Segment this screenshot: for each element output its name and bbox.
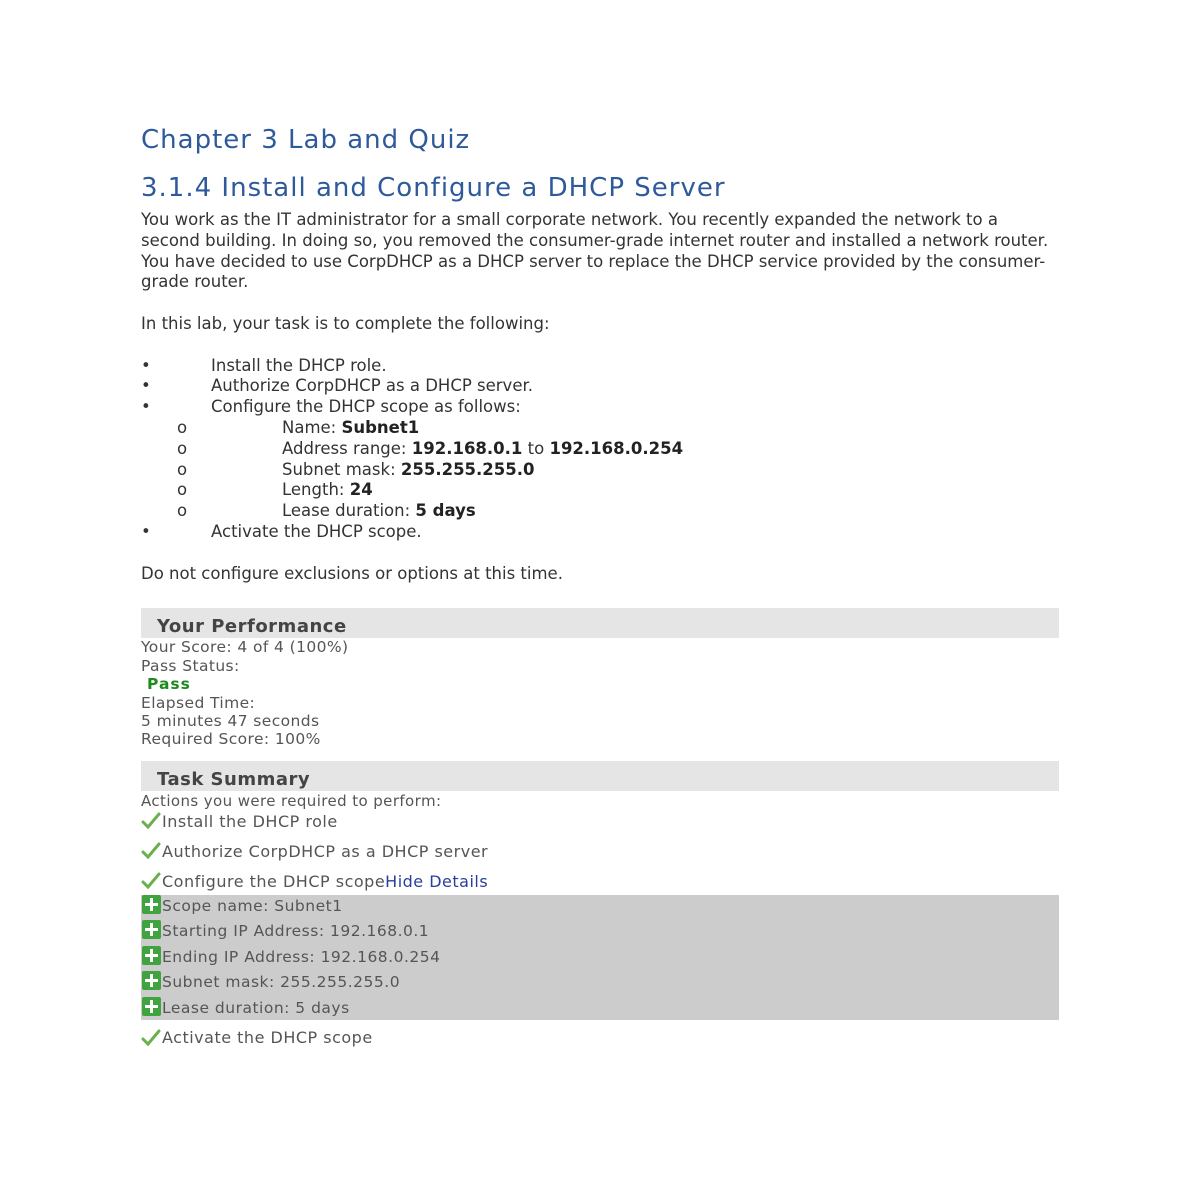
- detail-row: [141, 920, 1059, 946]
- checkmark-icon: [141, 841, 161, 861]
- detail-row: [141, 971, 1059, 997]
- details-panel: [141, 895, 1059, 1020]
- document-page: [141, 118, 1059, 1056]
- detail-row: [141, 895, 1059, 921]
- value: 255.255.255.0: [400, 459, 535, 479]
- intro-paragraph: You work as the IT administrator for a small corporate network. You recently expanded the network to a second building. In doing so, you removed the consumer-grade internet router and installed a network router. You have decided to use CorpDHCP as a DHCP server to replace the DHCP service provided by the consumer-grade router.: [141, 210, 1049, 292]
- task-list-continued: [141, 522, 1059, 543]
- circle-bullet-icon: o: [177, 438, 188, 458]
- task-text: Install the DHCP role.: [211, 355, 387, 375]
- required-score: Required Score: 100%: [141, 730, 321, 749]
- label: Lease duration:: [282, 501, 416, 521]
- detail-text: Lease duration: 5 days: [162, 998, 350, 1017]
- summary-item-text: Install the DHCP role: [162, 811, 338, 831]
- detail-text: Subnet mask: 255.255.255.0: [162, 973, 401, 992]
- label: Length:: [282, 480, 350, 500]
- circle-bullet-icon: o: [177, 417, 188, 437]
- summary-item-text: Configure the DHCP scope: [162, 871, 386, 891]
- plus-icon: [142, 895, 161, 914]
- detail-text: Scope name: Subnet1: [162, 896, 343, 915]
- subnet-mask-item: [141, 460, 1059, 481]
- footer-note: Do not configure exclusions or options at this time.: [141, 563, 563, 583]
- checkmark-icon: [141, 1028, 161, 1048]
- plus-icon: [142, 920, 161, 939]
- detail-row: [141, 997, 1059, 1020]
- value: 192.168.0.254: [549, 438, 684, 458]
- summary-item: [141, 1026, 1059, 1056]
- checkmark-icon: [141, 811, 161, 831]
- chapter-title: Chapter 3 Lab and Quiz: [141, 125, 471, 155]
- scope-name-item: [141, 418, 1059, 439]
- performance-heading: Your Performance: [157, 616, 347, 638]
- label: Name:: [282, 417, 342, 437]
- bullet-icon: •: [141, 521, 151, 541]
- summary-item: [141, 811, 1059, 841]
- length-item: [141, 480, 1059, 501]
- section-title: 3.1.4 Install and Configure a DHCP Server: [141, 173, 726, 203]
- value: 24: [349, 480, 373, 500]
- task-item: [141, 397, 1059, 418]
- task-text: Activate the DHCP scope.: [211, 521, 422, 541]
- checkmark-icon: [141, 871, 161, 891]
- circle-bullet-icon: o: [177, 501, 188, 521]
- performance-panel: [141, 638, 1059, 748]
- score-text: Your Score: 4 of 4 (100%): [141, 638, 349, 657]
- detail-row: [141, 946, 1059, 972]
- pass-status-value: Pass: [147, 675, 191, 694]
- hide-details-link[interactable]: Hide Details: [385, 871, 489, 891]
- task-summary-panel: [141, 791, 1059, 1056]
- summary-item: [141, 871, 1059, 895]
- circle-bullet-icon: o: [177, 480, 188, 500]
- lease-duration-item: [141, 501, 1059, 522]
- circle-bullet-icon: o: [177, 459, 188, 479]
- address-range-item: [141, 439, 1059, 460]
- elapsed-time-value: 5 minutes 47 seconds: [141, 711, 320, 730]
- task-list: [141, 356, 1059, 418]
- label: to: [522, 438, 550, 458]
- task-item: [141, 356, 1059, 377]
- summary-item: [141, 841, 1059, 871]
- detail-text: Ending IP Address: 192.168.0.254: [162, 947, 441, 966]
- bullet-icon: •: [141, 397, 151, 417]
- value: 192.168.0.1: [411, 438, 523, 458]
- bullet-icon: •: [141, 376, 151, 396]
- plus-icon: [142, 971, 161, 990]
- scope-settings-list: [141, 418, 1059, 522]
- value: Subnet1: [341, 417, 420, 437]
- lab-description: [141, 210, 1059, 584]
- label: Subnet mask:: [282, 459, 401, 479]
- summary-item-text: Activate the DHCP scope: [162, 1027, 373, 1047]
- elapsed-time-label: Elapsed Time:: [141, 693, 256, 712]
- value: 5 days: [415, 501, 476, 521]
- task-lead: In this lab, your task is to complete the following:: [141, 313, 550, 333]
- performance-header: [141, 608, 1059, 638]
- summary-item-text: Authorize CorpDHCP as a DHCP server: [162, 841, 489, 861]
- detail-text: Starting IP Address: 192.168.0.1: [162, 922, 430, 941]
- plus-icon: [142, 946, 161, 965]
- summary-lead: Actions you were required to perform:: [141, 791, 442, 810]
- label: Address range:: [282, 438, 412, 458]
- task-item: [141, 522, 1059, 543]
- task-summary-heading: Task Summary: [157, 768, 311, 790]
- task-text: Authorize CorpDHCP as a DHCP server.: [211, 376, 533, 396]
- pass-status-label: Pass Status:: [141, 656, 240, 675]
- bullet-icon: •: [141, 355, 151, 375]
- task-summary-header: [141, 761, 1059, 791]
- task-text: Configure the DHCP scope as follows:: [211, 397, 521, 417]
- task-item: [141, 376, 1059, 397]
- plus-icon: [142, 997, 161, 1016]
